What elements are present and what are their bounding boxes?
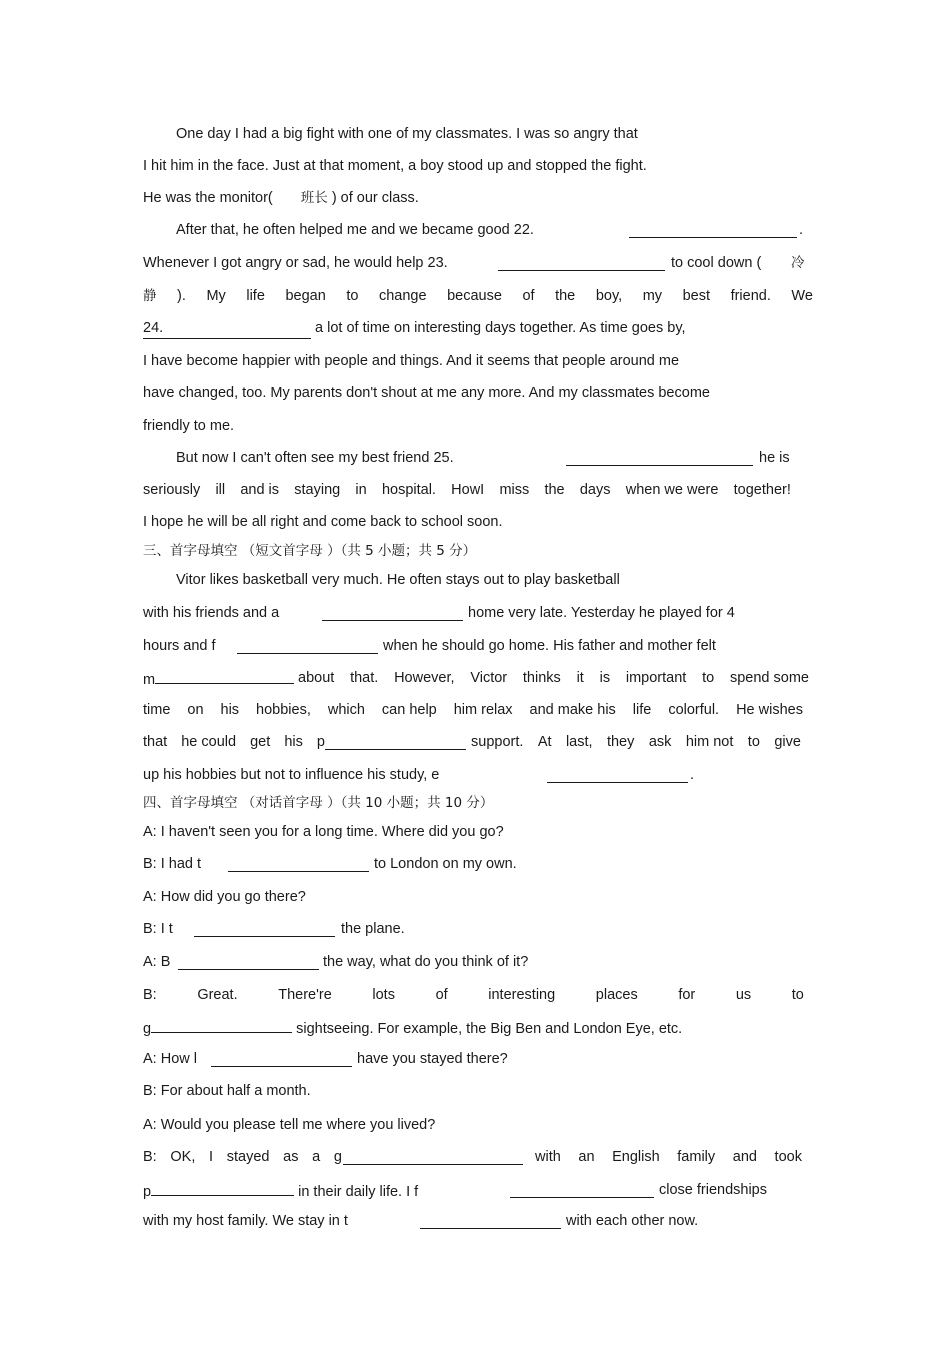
word: English xyxy=(612,1149,660,1165)
word: that xyxy=(143,734,168,750)
word: boy, xyxy=(595,288,623,304)
story-cool-cn: 冷 xyxy=(791,255,805,271)
blank-23[interactable] xyxy=(498,256,665,271)
word: change xyxy=(378,288,427,304)
word: get xyxy=(250,734,271,750)
story-line-7-b: a lot of time on interesting days together. As time goes by, xyxy=(315,320,686,336)
word: important xyxy=(625,670,687,686)
story-line-10: friendly to me. xyxy=(143,418,235,434)
dialog-line-8-a: A: How l xyxy=(143,1051,197,1067)
word: g xyxy=(333,1149,342,1165)
story-line-3-b: ) of our class. xyxy=(331,190,419,206)
word: of xyxy=(522,288,535,304)
s3-line-3-a: hours and f xyxy=(143,638,216,654)
word: with xyxy=(535,1149,561,1165)
blank-s3-e[interactable] xyxy=(547,768,688,783)
s3-line-5 xyxy=(143,701,803,719)
d-g-letter: g xyxy=(143,1021,152,1037)
blank-d-t1[interactable] xyxy=(228,857,369,872)
dialog-line-9: B: For about half a month. xyxy=(143,1083,311,1099)
blank-d-b[interactable] xyxy=(178,955,319,970)
word: We xyxy=(791,288,813,304)
word: give xyxy=(774,734,801,750)
word: him not xyxy=(685,734,734,750)
dialog-line-11-a xyxy=(143,1148,342,1166)
dialog-line-4-a: B: I t xyxy=(143,921,173,937)
blank-s3-f[interactable] xyxy=(237,639,378,654)
word: his xyxy=(220,702,240,718)
section-3-heading: 三、首字母填空 （短文首字母 ）（共 5 小题；共 5 分） xyxy=(143,543,477,559)
blank-s3-p[interactable] xyxy=(325,735,466,750)
s3-line-4-rest xyxy=(298,669,809,687)
word: can help xyxy=(381,702,437,718)
s3-line-4-a xyxy=(143,669,294,689)
word: they xyxy=(606,734,635,750)
blank-d-f[interactable] xyxy=(510,1183,654,1198)
word: us xyxy=(735,987,752,1003)
dialog-line-4-b: the plane. xyxy=(341,921,405,937)
story-line-6 xyxy=(143,287,813,305)
story-line-11-a: But now I can't often see my best friend 25. xyxy=(176,450,454,466)
dialog-line-6 xyxy=(143,986,804,1004)
word: my xyxy=(642,288,663,304)
dialog-line-7 xyxy=(143,1018,682,1038)
word: last, xyxy=(565,734,593,750)
dialog-line-2-a: B: I had t xyxy=(143,856,202,872)
word: p xyxy=(316,734,325,750)
word: and xyxy=(732,1149,757,1165)
word: about xyxy=(298,670,335,686)
blank-d-t2[interactable] xyxy=(194,922,335,937)
word: B: xyxy=(143,1149,157,1165)
story-line-1: One day I had a big fight with one of my classmates. I was so angry that xyxy=(176,126,638,142)
word: that. xyxy=(350,670,379,686)
word: B: xyxy=(143,987,157,1003)
story-monitor-cn: 班长 xyxy=(300,190,328,206)
blank-22-period: . xyxy=(799,222,804,238)
word: and is xyxy=(240,482,280,498)
word: Great. xyxy=(197,987,238,1003)
s3-line-2-b: home very late. Yesterday he played for 4 xyxy=(468,605,735,621)
word: life xyxy=(632,702,652,718)
section-4-heading: 四、首字母填空 （对话首字母 ）（共 10 小题；共 10 分） xyxy=(143,795,494,811)
word: took xyxy=(774,1149,802,1165)
dialog-line-12-a xyxy=(143,1181,418,1201)
story-line-5-b: to cool down ( xyxy=(671,255,762,271)
word: My xyxy=(206,288,226,304)
dialog-line-13-b: with each other now. xyxy=(566,1213,699,1229)
word: is xyxy=(599,670,611,686)
word: him relax xyxy=(453,702,513,718)
word: an xyxy=(578,1149,595,1165)
word: time xyxy=(143,702,171,718)
word: of xyxy=(435,987,448,1003)
blank-25[interactable] xyxy=(566,451,753,466)
word: the xyxy=(555,288,576,304)
word: At xyxy=(537,734,552,750)
word: it xyxy=(576,670,584,686)
word: to xyxy=(747,734,760,750)
word: began xyxy=(285,288,326,304)
dialog-line-13-a: with my host family. We stay in t xyxy=(143,1213,348,1229)
word: lots xyxy=(372,987,395,1003)
blank-s3-a[interactable] xyxy=(322,606,463,621)
word: family xyxy=(677,1149,716,1165)
word: when we were xyxy=(625,482,719,498)
dialog-line-3: A: How did you go there? xyxy=(143,889,306,905)
word: ask xyxy=(648,734,672,750)
story-line-4: After that, he often helped me and we became good 22. xyxy=(176,222,534,238)
word: friend. xyxy=(730,288,771,304)
s3-line-6-a xyxy=(143,733,325,751)
s3-line-2-a: with his friends and a xyxy=(143,605,280,621)
s3-line-6-b xyxy=(471,733,801,751)
word: He wishes xyxy=(736,702,803,718)
word: interesting xyxy=(488,987,556,1003)
s3-line-1: Vitor likes basketball very much. He often stays out to play basketball xyxy=(176,572,620,588)
word: hobbies, xyxy=(256,702,311,718)
story-line-5-a: Whenever I got angry or sad, he would help 23. xyxy=(143,255,448,271)
word: places xyxy=(595,987,638,1003)
word: seriously xyxy=(143,482,201,498)
word: he could xyxy=(181,734,237,750)
dialog-line-8-b: have you stayed there? xyxy=(357,1051,508,1067)
dialog-line-10: A: Would you please tell me where you lived? xyxy=(143,1117,436,1133)
dialog-line-2-b: to London on my own. xyxy=(374,856,517,872)
word: ill xyxy=(215,482,226,498)
d-p-letter: p xyxy=(143,1184,152,1200)
word: as xyxy=(283,1149,299,1165)
blank-d-t3[interactable] xyxy=(420,1214,561,1229)
blank-22[interactable] xyxy=(629,223,797,238)
story-line-8: I have become happier with people and things. And it seems that people around me xyxy=(143,353,680,369)
word: best xyxy=(682,288,711,304)
blank-d-l[interactable] xyxy=(211,1052,352,1067)
word: 静 xyxy=(143,288,157,304)
story-line-9: have changed, too. My parents don't shout at me any more. And my classmates become xyxy=(143,385,710,401)
word: for xyxy=(678,987,696,1003)
blank-d-g2[interactable] xyxy=(343,1150,523,1165)
word: hospital. xyxy=(381,482,436,498)
s3-line-7-b: . xyxy=(690,767,695,783)
s3-line-3-b: when he should go home. His father and mother felt xyxy=(383,638,716,654)
word: spend some xyxy=(729,670,809,686)
word: HowI xyxy=(451,482,485,498)
word: Victor xyxy=(470,670,508,686)
s3-m-letter: m xyxy=(143,672,156,688)
word: because xyxy=(447,288,502,304)
s3-line-7-a: up his hobbies but not to influence his study, e xyxy=(143,767,440,783)
word: colorful. xyxy=(668,702,720,718)
word: his xyxy=(284,734,303,750)
blank-s3-m[interactable] xyxy=(155,669,294,684)
story-line-11-b: he is xyxy=(759,450,790,466)
word: to xyxy=(346,288,359,304)
word: the xyxy=(544,482,565,498)
story-line-2: I hit him in the face. Just at that moment, a boy stood up and stopped the fight. xyxy=(143,158,647,174)
word: to xyxy=(791,987,804,1003)
blank-24[interactable] xyxy=(143,319,311,339)
word: together! xyxy=(733,482,791,498)
word: days xyxy=(579,482,611,498)
dialog-line-12-c: close friendships xyxy=(659,1182,767,1198)
word: ). xyxy=(177,288,186,304)
word: OK, xyxy=(170,1149,196,1165)
blank-d-p[interactable] xyxy=(151,1181,294,1196)
word: to xyxy=(702,670,715,686)
word: life xyxy=(246,288,265,304)
word: thinks xyxy=(522,670,561,686)
story-line-3 xyxy=(143,189,419,207)
blank-24-number: 24. xyxy=(143,320,164,336)
word: on xyxy=(187,702,204,718)
story-line-7 xyxy=(143,319,686,339)
word: I xyxy=(209,1149,214,1165)
story-line-3-a: He was the monitor( xyxy=(143,190,273,206)
dialog-line-12-b: in their daily life. I f xyxy=(298,1184,419,1200)
dialog-line-7-b: sightseeing. For example, the Big Ben and London Eye, etc. xyxy=(296,1021,683,1037)
word: which xyxy=(327,702,365,718)
word: and make his xyxy=(529,702,616,718)
blank-d-g1[interactable] xyxy=(151,1018,292,1033)
word: stayed xyxy=(226,1149,270,1165)
story-line-12 xyxy=(143,481,791,499)
word: support. xyxy=(471,734,524,750)
dialog-line-5-b: the way, what do you think of it? xyxy=(323,954,529,970)
word: However, xyxy=(394,670,455,686)
word: miss xyxy=(499,482,530,498)
word: There're xyxy=(278,987,332,1003)
story-line-13: I hope he will be all right and come back to school soon. xyxy=(143,514,503,530)
word: in xyxy=(355,482,367,498)
dialog-line-5-a: A: B xyxy=(143,954,171,970)
dialog-line-1: A: I haven't seen you for a long time. Where did you go? xyxy=(143,824,504,840)
dialog-line-11-b xyxy=(535,1148,802,1166)
word: staying xyxy=(294,482,341,498)
word: a xyxy=(312,1149,321,1165)
